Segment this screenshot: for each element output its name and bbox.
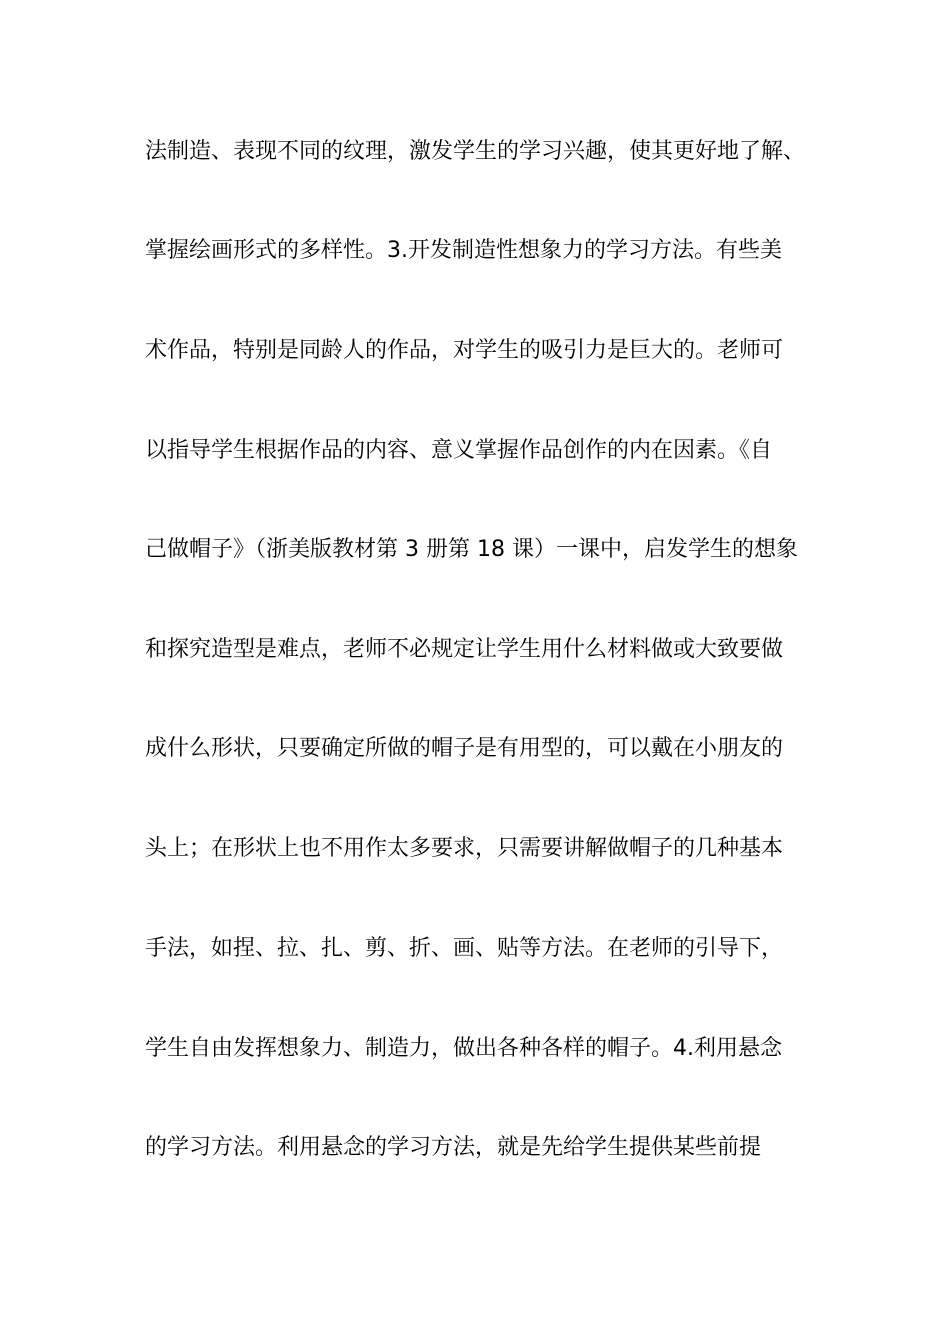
text-line-7: 成什么形状，只要确定所做的帽子是有用型的，可以戴在小朋友的: [145, 736, 784, 761]
text-line-1: 法制造、表现不同的纹理，激发学生的学习兴趣，使其更好地了解、: [145, 139, 806, 164]
text-line-11: 的学习方法。利用悬念的学习方法，就是先给学生提供某些前提: [145, 1135, 762, 1160]
text-line-2: 掌握绘画形式的多样性。3.开发制造性想象力的学习方法。有些美: [145, 238, 782, 263]
text-line-5: 己做帽子》（浙美版教材第 3 册第 18 课）一课中，启发学生的想象: [145, 537, 798, 562]
text-line-9: 手法，如捏、拉、扎、剪、折、画、贴等方法。在老师的引导下，: [145, 936, 784, 961]
text-line-3: 术作品，特别是同龄人的作品，对学生的吸引力是巨大的。老师可: [145, 338, 784, 363]
text-line-10: 学生自由发挥想象力、制造力，做出各种各样的帽子。4.利用悬念: [145, 1036, 782, 1061]
text-line-6: 和探究造型是难点，老师不必规定让学生用什么材料做或大致要做: [145, 637, 784, 662]
text-line-8: 头上；在形状上也不用作太多要求，只需要讲解做帽子的几种基本: [145, 836, 784, 861]
text-line-4: 以指导学生根据作品的内容、意义掌握作品创作的内在因素。《自: [145, 438, 773, 463]
